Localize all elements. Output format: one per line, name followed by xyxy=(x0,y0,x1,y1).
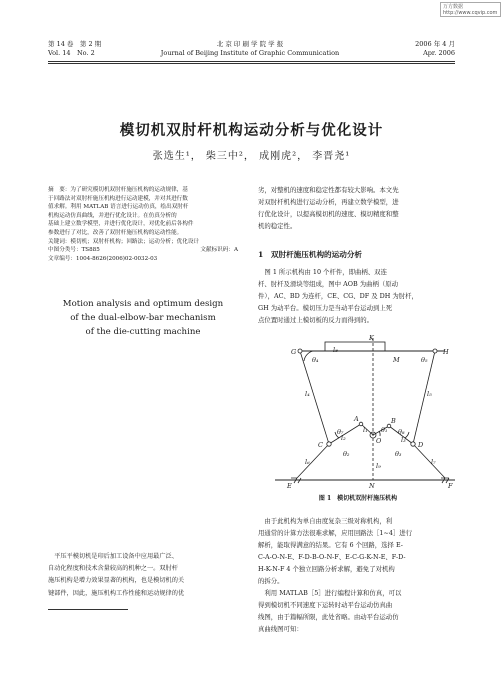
article-number: 文章编号：1004-8626(2006)02-0032-03 xyxy=(48,255,158,262)
author-list: 张选生¹， 柴三中²， 成刚虎²， 李晋尧¹ xyxy=(152,151,351,162)
abstract-line: 值求解。利用 MATLAB 语言进行运动仿真，绘出双肘杆 xyxy=(48,204,189,211)
abstract-line: 参数进行了对比，改善了双肘杆施压机构的运动性能。 xyxy=(48,229,183,236)
clc-number: 中图分类号：TS885 xyxy=(48,247,100,254)
label-l4: l₄ xyxy=(305,390,310,398)
body-line: 杆、肘杆及滑块等组成，图中 AOB 为曲柄（原动 xyxy=(258,280,399,288)
label-n: N xyxy=(369,482,375,490)
intro-line: 自动化程度和技术含量较高的机种之一。双肘杆 xyxy=(48,565,178,573)
link-df xyxy=(413,444,445,478)
abstract-line: 机构运动仿真曲线，并进行优化设计。在仿真分析的 xyxy=(48,212,177,219)
paper-title: 模切机双肘杆机构运动分析与优化设计 xyxy=(119,122,384,139)
joint-g xyxy=(298,349,302,353)
body-line: 利用 MATLAB［5］进行编程计算和仿真，可以 xyxy=(258,589,402,597)
label-d: D xyxy=(418,441,424,449)
label-theta8: θ₈ xyxy=(398,428,405,436)
body-line: 件），AC、BD 为连杆，CE、CG、DF 及 DH 为肘杆， xyxy=(258,292,418,300)
label-l7: l₇ xyxy=(431,458,436,466)
section1-paragraph xyxy=(258,266,458,326)
body-line: H-K-N-F 4 个独立回路分析求解，避免了对机构 xyxy=(258,565,395,573)
english-title-line: of the dual-elbow-bar mechanism xyxy=(70,313,216,323)
label-l1: l₁ xyxy=(363,426,368,434)
label-b: B xyxy=(391,417,396,425)
label-h: H xyxy=(443,348,449,356)
loop-analysis-paragraph xyxy=(258,515,458,635)
journal-name-en: Journal of Beijing Institute of Graphic Communication xyxy=(160,49,340,57)
label-l6: l₆ xyxy=(305,458,310,466)
watermark-stamp: 万方数据 http://www.cqvip.com xyxy=(440,2,501,17)
english-title-line: of the die-cutting machine xyxy=(85,327,201,337)
issue-date-en: Apr. 2006 xyxy=(423,49,455,57)
body-line: 线图，由于篇幅所限，此处省略。由动平台运动仿 xyxy=(258,613,399,621)
header-rule-thin xyxy=(48,63,455,64)
document-code: 文献标识码：A xyxy=(200,247,238,254)
label-a: A xyxy=(354,415,359,423)
label-k: K xyxy=(369,334,374,342)
header-rule xyxy=(48,61,455,62)
volume-issue-en: Vol. 14 No. 2 xyxy=(48,49,95,57)
intro-line: 施压机构是增力效果显著的机构，也是模切机的关 xyxy=(48,577,185,585)
label-theta1: θ₁ xyxy=(381,426,388,434)
issue-date-cn: 2006 年 4 月 xyxy=(415,40,455,48)
label-theta3: θ₃ xyxy=(395,450,402,458)
body-line: 的拆分。 xyxy=(258,577,284,585)
body-line: 解析，能取得满意的结果。它有 6 个回路，选择 E- xyxy=(258,541,403,549)
abstract-line: 基础上建立数学模型，并进行优化设计，对优化前后各构件 xyxy=(48,221,194,228)
body-line: 行优化设计，以提高模切机的速度、模切精度和整 xyxy=(258,210,399,218)
english-title-line: Motion analysis and optimum design xyxy=(62,299,224,309)
body-line: 用通常的计算方法很难求解，应用回路法［1~4］进行 xyxy=(258,529,413,537)
body-line: 对双肘杆机构进行运动分析，再建立数学模型，进 xyxy=(258,198,399,206)
joint-d xyxy=(411,442,415,446)
body-line: 机的稳定性。 xyxy=(258,222,297,230)
label-theta4: θ₄ xyxy=(312,356,319,364)
figure-caption: 图 1 模切机双肘杆施压机构 xyxy=(318,495,398,502)
label-theta2: θ₂ xyxy=(343,450,350,458)
label-o: O xyxy=(376,437,382,445)
link-dh xyxy=(413,351,435,444)
label-l8: l₈ xyxy=(333,346,338,354)
label-l5: l₅ xyxy=(427,390,432,398)
keywords-cn: 关键词：模切机；双肘杆机构；回路法；运动分析；优化设计 xyxy=(48,238,200,245)
joint-c xyxy=(327,442,331,446)
body-line: 点位置时通过上模切板的反力而得到的。 xyxy=(258,316,374,324)
angle-arc xyxy=(379,431,380,436)
volume-issue-cn: 第 14 卷 第 2 期 xyxy=(48,40,102,48)
journal-name-cn: 北 京 印 刷 学 院 学 报 xyxy=(216,40,284,48)
joint-h xyxy=(433,349,437,353)
footnote-rule xyxy=(48,609,128,610)
intro-line: 平压平模切机是印后加工设备中应用最广泛、 xyxy=(48,553,178,560)
intro-line: 键部件，因此，施压机构工作性能和运动规律的优 xyxy=(48,589,185,597)
abstract-line: 摘 要：为了研究模切机双肘杆施压机构的运动规律，基 xyxy=(48,187,188,193)
label-theta5: θ₅ xyxy=(421,356,428,364)
label-l9: l₉ xyxy=(376,462,381,470)
label-e: E xyxy=(287,482,292,490)
body-line: 得到模切机不同速度下运转时动平台运动仿真曲 xyxy=(258,601,393,609)
right-intro-paragraph xyxy=(258,184,458,232)
body-line: 真曲线图可知： xyxy=(258,625,303,633)
label-theta7: θ₇ xyxy=(337,428,344,436)
label-c: C xyxy=(318,441,323,449)
intro-paragraph xyxy=(48,551,243,600)
label-g: G xyxy=(291,348,297,356)
abstract-cn xyxy=(48,186,238,263)
label-l2: l₂ xyxy=(341,434,346,442)
label-f: F xyxy=(448,482,453,490)
body-line: GH 为动平台。模切压力是当动平台运动到上死 xyxy=(258,304,393,312)
body-line: 由于此机构为单自由度复杂三级对称机构，利 xyxy=(258,517,393,525)
body-line: 图 1 所示机构由 10 个杆件，即曲柄、双连 xyxy=(258,268,387,276)
figure-1 xyxy=(255,328,460,490)
link-ce xyxy=(297,444,329,478)
english-title xyxy=(48,297,238,339)
mechanism-diagram xyxy=(255,328,460,490)
abstract-line: 于回路法对双肘杆施压机构进行运动建模，并对其进行数 xyxy=(48,195,188,202)
body-line: 劣，对整机的速度和稳定性都有较大影响。本文先 xyxy=(258,186,399,194)
label-l3: l₃ xyxy=(401,436,406,444)
section-heading: 1 双肘杆施压机构的运动分析 xyxy=(258,250,363,259)
label-m: M xyxy=(393,356,400,364)
body-line: C-A-O-N-E、F-D-B-O-N-F、E-C-G-K-N-E、F-D- xyxy=(258,553,406,561)
